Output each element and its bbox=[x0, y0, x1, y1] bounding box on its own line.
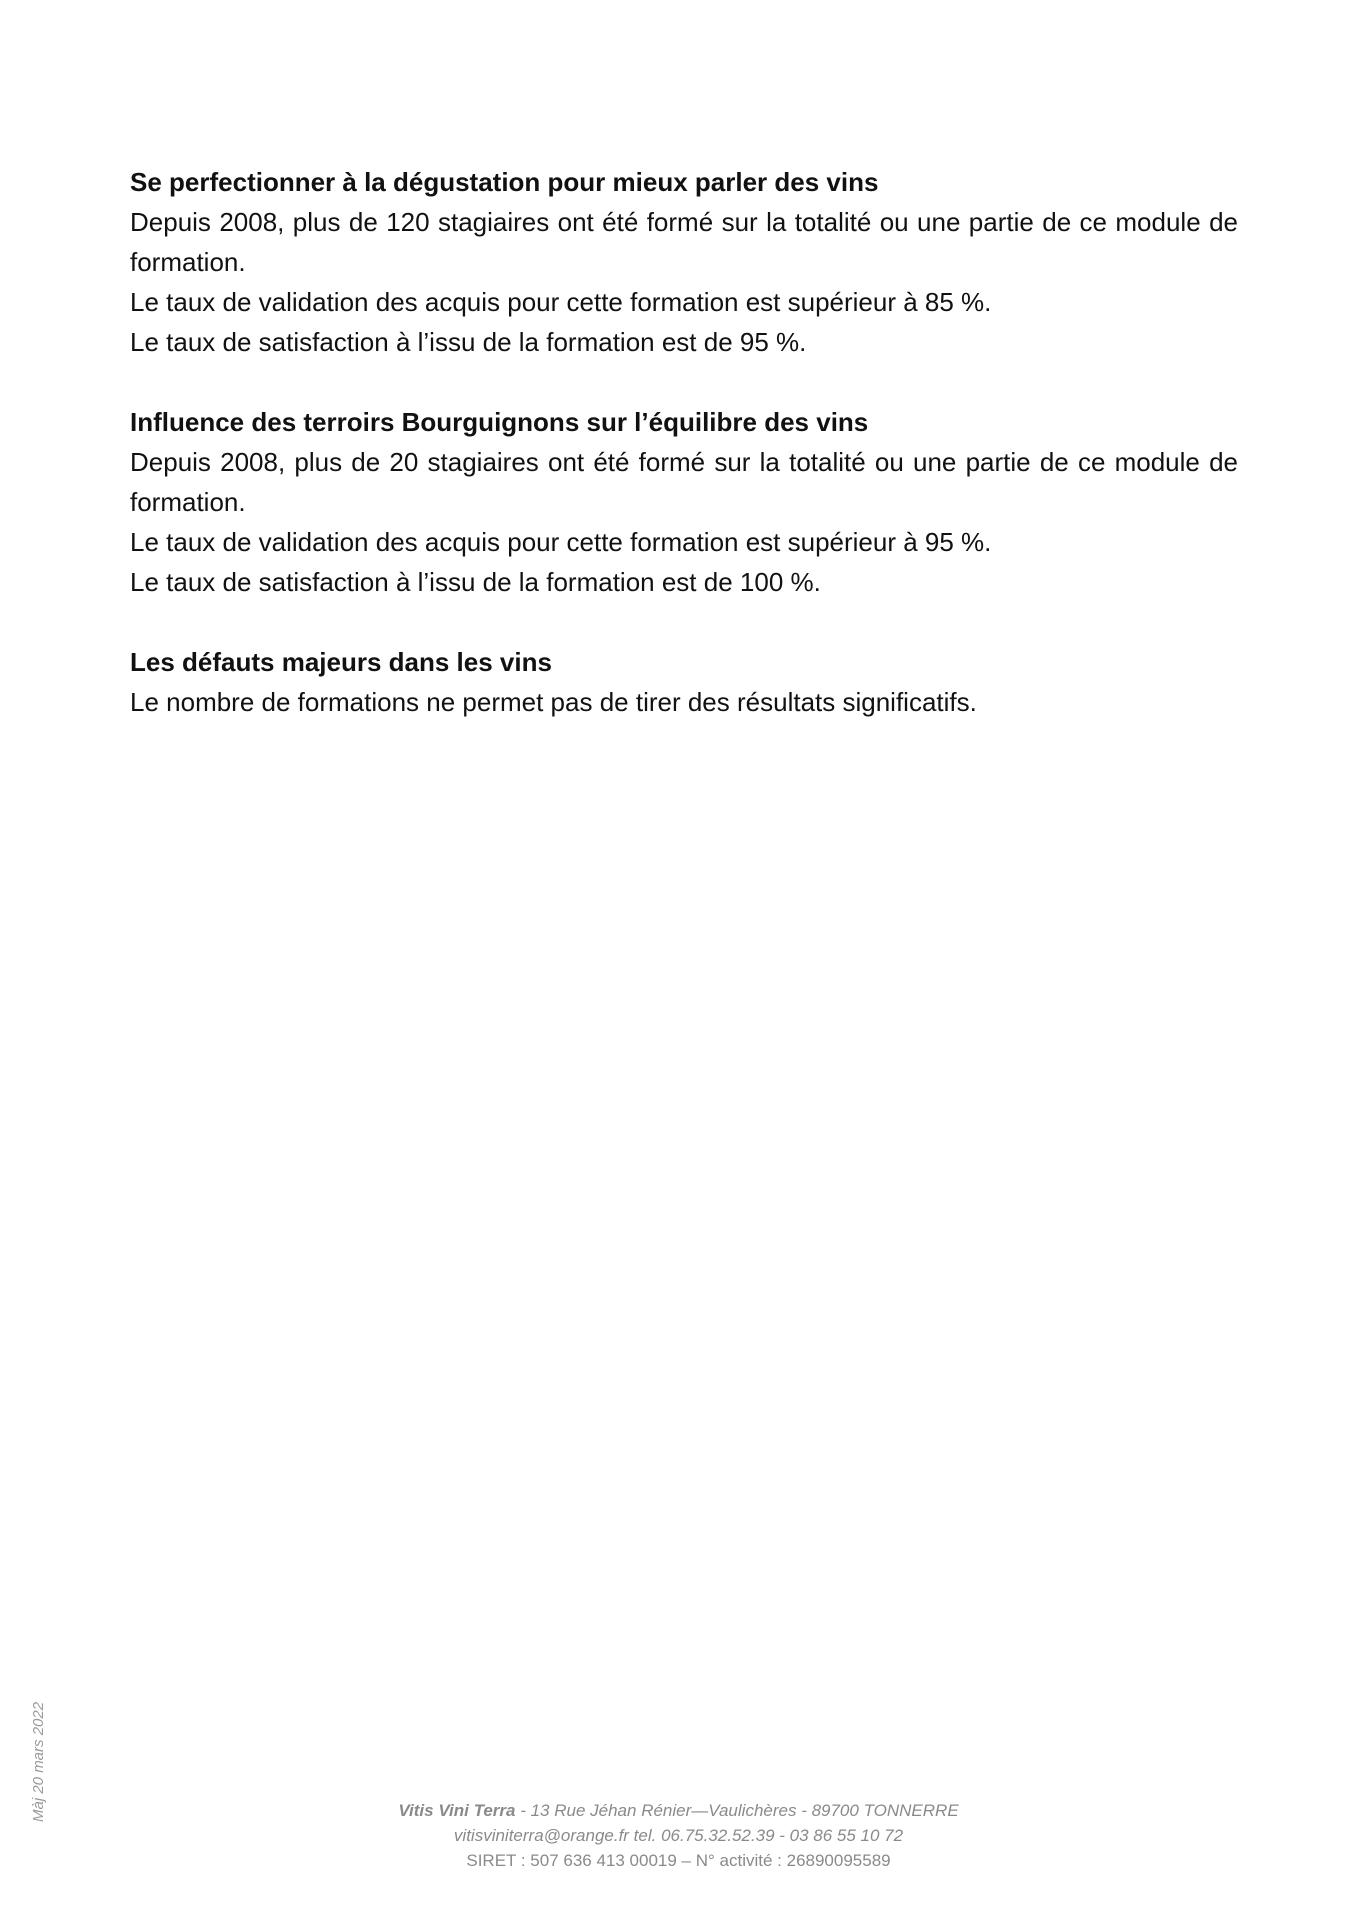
update-date-note: Màj 20 mars 2022 bbox=[30, 1701, 47, 1822]
page-footer bbox=[0, 1798, 1357, 1873]
footer-address-line bbox=[0, 1798, 1357, 1823]
section-title: Influence des terroirs Bourguignons sur l’équilibre des vins bbox=[130, 407, 869, 437]
footer-brand: Vitis Vini Terra bbox=[398, 1801, 516, 1820]
section-title: Les défauts majeurs dans les vins bbox=[130, 647, 552, 677]
section-degustation bbox=[130, 162, 1238, 362]
section-paragraph: Le taux de satisfaction à l’issu de la formation est de 100 %. bbox=[130, 567, 821, 597]
section-defauts bbox=[130, 642, 1238, 722]
section-paragraph: Le taux de validation des acquis pour cette formation est supérieur à 85 %. bbox=[130, 287, 992, 317]
section-paragraph: Depuis 2008, plus de 20 stagiaires ont été formé sur la totalité ou une partie de ce module de formation. bbox=[130, 447, 1238, 517]
section-title: Se perfectionner à la dégustation pour mieux parler des vins bbox=[130, 167, 879, 197]
section-paragraph: Le taux de validation des acquis pour cette formation est supérieur à 95 %. bbox=[130, 527, 992, 557]
footer-siret: SIRET : 507 636 413 00019 – N° activité : 26890095589 bbox=[466, 1851, 891, 1870]
section-paragraph: Depuis 2008, plus de 120 stagiaires ont été formé sur la totalité ou une partie de ce module de formation. bbox=[130, 207, 1238, 277]
document-body bbox=[130, 162, 1238, 762]
section-paragraph: Le nombre de formations ne permet pas de tirer des résultats significatifs. bbox=[130, 687, 977, 717]
footer-address: - 13 Rue Jéhan Rénier—Vaulichères - 89700 TONNERRE bbox=[515, 1801, 959, 1820]
section-terroirs bbox=[130, 402, 1238, 602]
section-paragraph: Le taux de satisfaction à l’issu de la formation est de 95 %. bbox=[130, 327, 807, 357]
footer-contact: vitisviniterra@orange.fr tel. 06.75.32.52.39 - 03 86 55 10 72 bbox=[453, 1826, 904, 1845]
